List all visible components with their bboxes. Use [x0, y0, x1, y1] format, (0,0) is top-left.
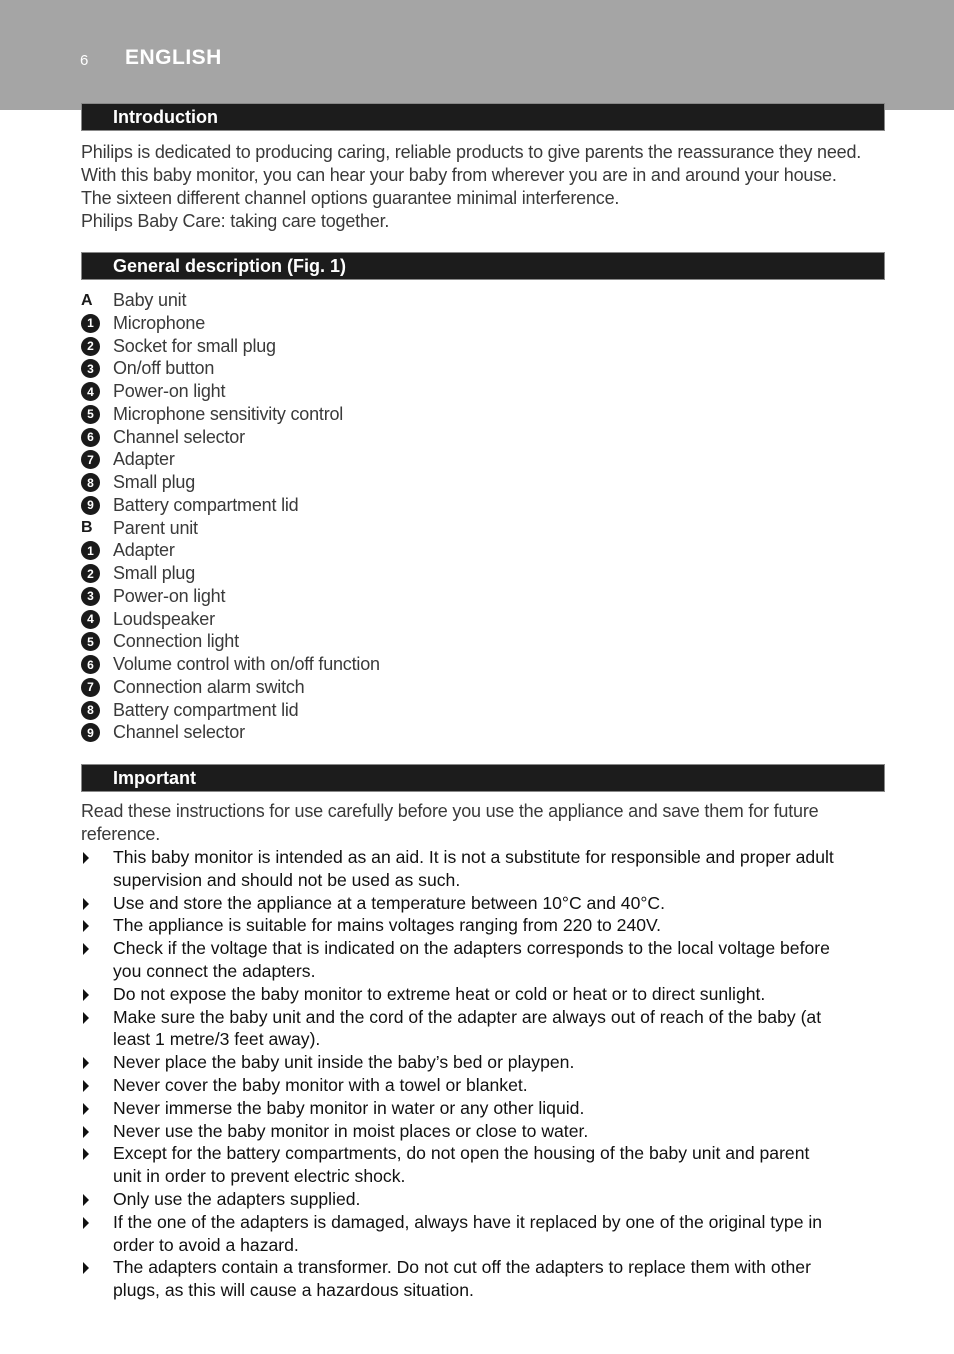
- part-number-badge: 9: [81, 496, 100, 515]
- parts-list-item: [81, 676, 781, 699]
- part-label: Socket for small plug: [113, 335, 276, 356]
- bullet-text-line: If the one of the adapters is damaged, always have it replaced by one of the original type in: [113, 1211, 823, 1232]
- introduction-paragraph: [81, 141, 891, 233]
- bullet-text-line: Never place the baby unit inside the baby’s bed or playpen.: [113, 1052, 575, 1073]
- intro-line: Philips is dedicated to producing caring, reliable products to give parents the reassurance they need.: [81, 142, 862, 162]
- parts-list-item: [81, 699, 781, 722]
- part-number-badge: 5: [81, 405, 100, 424]
- bullet-arrow-icon: [83, 1262, 89, 1274]
- parts-list-item: [81, 403, 781, 426]
- bullet-text-line: Never immerse the baby monitor in water or any other liquid.: [113, 1097, 585, 1118]
- safety-bullet: [81, 1211, 901, 1257]
- part-label: On/off button: [113, 358, 215, 379]
- safety-bullet: [81, 846, 901, 892]
- parts-list-item: [81, 426, 781, 449]
- language-heading: ENGLISH: [125, 46, 222, 69]
- section-title-important: Important: [113, 768, 196, 788]
- part-label: Microphone: [113, 312, 206, 333]
- parts-list-item: [81, 562, 781, 585]
- part-label: Volume control with on/off function: [113, 654, 380, 674]
- bullet-text-line: Except for the battery compartments, do not open the housing of the baby unit and parent: [113, 1143, 810, 1164]
- parts-list-item: [81, 721, 781, 744]
- safety-bullet: [81, 1256, 901, 1302]
- parts-list-item: [81, 494, 781, 517]
- part-number-badge: 2: [81, 564, 100, 583]
- bullet-arrow-icon: [83, 1194, 89, 1206]
- part-number-badge: 4: [81, 610, 100, 629]
- bullet-arrow-icon: [83, 852, 89, 864]
- header-band: [0, 0, 954, 110]
- intro-line: Philips Baby Care: taking care together.: [81, 211, 390, 231]
- part-number-badge: 6: [81, 655, 100, 674]
- bullet-text-line: Only use the adapters supplied.: [113, 1188, 361, 1209]
- bullet-arrow-icon: [83, 1126, 89, 1138]
- parts-list-item: [81, 312, 781, 335]
- bullet-text-line: Never cover the baby monitor with a towel or blanket.: [113, 1074, 528, 1095]
- part-label: Channel selector: [113, 426, 245, 447]
- bullet-text-line: unit in order to prevent electric shock.: [113, 1166, 406, 1187]
- part-label: Power-on light: [113, 585, 226, 606]
- safety-bullet: [81, 1051, 901, 1074]
- part-label: Small plug: [113, 563, 196, 583]
- safety-bullet: [81, 1074, 901, 1097]
- part-number-badge: 4: [81, 382, 100, 401]
- bullet-text-line: The adapters contain a transformer. Do not cut off the adapters to replace them with other: [113, 1257, 811, 1278]
- parts-list-item: [81, 471, 781, 494]
- part-number-badge: 1: [81, 541, 100, 560]
- part-label: Power-on light: [113, 381, 226, 401]
- section-bar-introduction: [81, 103, 885, 131]
- part-number-badge: 8: [81, 701, 100, 720]
- bullet-text-line: This baby monitor is intended as an aid. It is not a substitute for responsible and proper adult: [113, 847, 834, 867]
- important-intro: [81, 800, 891, 846]
- bullet-text-line: you connect the adapters.: [113, 960, 316, 981]
- part-label: Battery compartment lid: [113, 494, 299, 515]
- bullet-text-line: Use and store the appliance at a temperature between 10°C and 40°C.: [113, 892, 666, 913]
- part-label: Adapter: [113, 540, 175, 561]
- safety-bullet: [81, 892, 901, 915]
- part-label: Loudspeaker: [113, 608, 215, 629]
- safety-bullet: [81, 937, 901, 983]
- bullet-text-line: The appliance is suitable for mains voltages ranging from 220 to 240V.: [113, 915, 662, 936]
- bullet-arrow-icon: [83, 989, 89, 1001]
- part-label: Connection alarm switch: [113, 676, 305, 697]
- part-label: Baby unit: [113, 290, 187, 310]
- safety-bullet: [81, 1120, 901, 1143]
- part-number-badge: 7: [81, 450, 100, 469]
- part-label: Small plug: [113, 472, 196, 492]
- parts-list-item: [81, 653, 781, 676]
- bullet-arrow-icon: [83, 1057, 89, 1069]
- bullet-arrow-icon: [83, 1148, 89, 1160]
- part-number-badge: 8: [81, 473, 100, 492]
- safety-bullet: [81, 1142, 901, 1188]
- parts-list-item: [81, 630, 781, 653]
- part-number-badge: 3: [81, 587, 100, 606]
- parts-list: [81, 289, 781, 744]
- bullet-arrow-icon: [83, 1012, 89, 1024]
- important-intro-line: reference.: [81, 824, 161, 844]
- bullet-arrow-icon: [83, 920, 89, 932]
- safety-bullet: [81, 1097, 901, 1120]
- parts-list-item: [81, 289, 781, 312]
- part-label: Parent unit: [113, 517, 198, 538]
- part-number-badge: 6: [81, 428, 100, 447]
- parts-list-item: [81, 539, 781, 562]
- section-bar-important: [81, 764, 885, 792]
- bullet-text-line: plugs, as this will cause a hazardous situation.: [113, 1280, 474, 1301]
- safety-bullet: [81, 1006, 901, 1052]
- part-label: Connection light: [113, 631, 239, 652]
- part-label: Channel selector: [113, 722, 245, 743]
- part-number-badge: 7: [81, 678, 100, 697]
- bullet-text-line: order to avoid a hazard.: [113, 1234, 299, 1255]
- bullet-text-line: least 1 metre/3 feet away).: [113, 1029, 321, 1050]
- intro-line: The sixteen different channel options guarantee minimal interference.: [81, 188, 620, 208]
- bullet-arrow-icon: [83, 1080, 89, 1092]
- part-number-badge: 1: [81, 314, 100, 333]
- bullet-text-line: Make sure the baby unit and the cord of the adapter are always out of reach of the baby (at: [113, 1006, 822, 1027]
- part-label: Microphone sensitivity control: [113, 403, 344, 424]
- section-title-general-description: General description (Fig. 1): [113, 256, 347, 276]
- safety-bullet: [81, 983, 901, 1006]
- bullet-arrow-icon: [83, 898, 89, 910]
- bullet-text-line: Do not expose the baby monitor to extreme heat or cold or heat or to direct sunlight.: [113, 983, 766, 1004]
- parts-list-item: [81, 517, 781, 540]
- parts-list-item: [81, 448, 781, 471]
- part-number-badge: 3: [81, 359, 100, 378]
- parts-list-item: [81, 380, 781, 403]
- parts-list-item: [81, 357, 781, 380]
- bullet-arrow-icon: [83, 1217, 89, 1229]
- part-number-badge: 5: [81, 632, 100, 651]
- important-intro-line: Read these instructions for use carefully before you use the appliance and save them for future: [81, 801, 819, 821]
- page-number: 6: [80, 52, 89, 69]
- safety-bullet-list: [81, 846, 901, 1302]
- bullet-text-line: Never use the baby monitor in moist places or close to water.: [113, 1120, 589, 1141]
- parts-list-item: [81, 585, 781, 608]
- parts-list-item: [81, 335, 781, 358]
- part-number-badge: 9: [81, 723, 100, 742]
- bullet-arrow-icon: [83, 1103, 89, 1115]
- part-label: Battery compartment lid: [113, 699, 299, 720]
- parts-list-item: [81, 608, 781, 631]
- bullet-text-line: Check if the voltage that is indicated on the adapters corresponds to the local voltage before: [113, 938, 830, 959]
- section-title-introduction: Introduction: [113, 107, 218, 127]
- intro-line: With this baby monitor, you can hear your baby from wherever you are in and around your house.: [81, 165, 837, 185]
- bullet-arrow-icon: [83, 943, 89, 955]
- safety-bullet: [81, 914, 901, 937]
- part-label: Adapter: [113, 449, 175, 470]
- part-group-letter: A: [81, 291, 93, 309]
- part-group-letter: B: [81, 519, 93, 536]
- part-number-badge: 2: [81, 337, 100, 356]
- safety-bullet: [81, 1188, 901, 1211]
- bullet-text-line: supervision and should not be used as such.: [113, 869, 461, 890]
- section-bar-general-description: [81, 252, 885, 280]
